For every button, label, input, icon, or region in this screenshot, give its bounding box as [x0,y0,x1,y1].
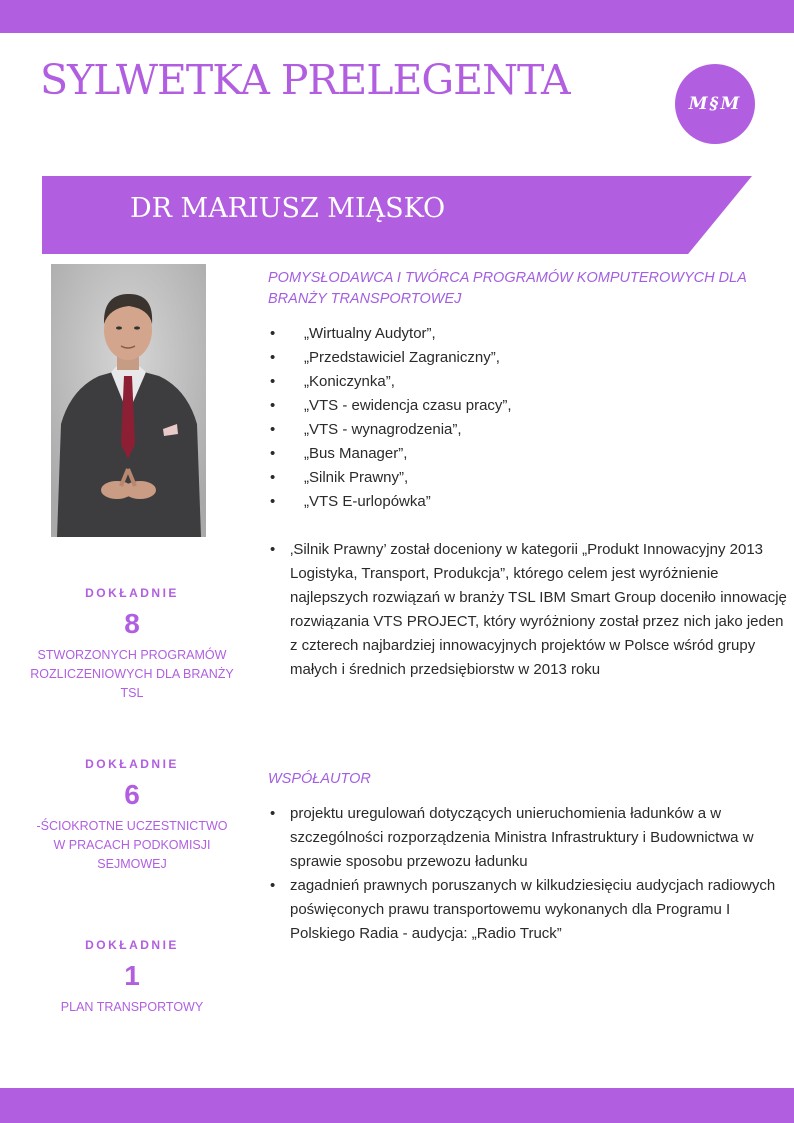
bullet-icon: • [270,541,276,558]
list-item: • „Przedstawiciel Zagraniczny”, [270,346,512,370]
list-item: • projektu uregulowań dotyczących unieruchomienia ładunków a w szczególności rozporządzenia Ministra Infrastruktury i Budownictwa w sprawie sposobu przewozu ładunku [270,802,790,874]
list-item: • „VTS - ewidencja czasu pracy”, [270,394,512,418]
stat-description: PLAN TRANSPORTOWY [60,1000,204,1014]
stat-number: 1 [124,960,140,991]
list-item: • zagadnień prawnych poruszanych w kilkudziesięciu audycjach radiowych poświęconych prawu transportowemu wykonanych dla Programu I Polskiego Radia - audycja: „Radio Truck” [270,874,790,946]
award-paragraph [270,538,790,682]
stat-number: 6 [124,779,140,810]
list-item: • „VTS E-urlopówka” [270,490,512,514]
stat-sejm [22,757,242,874]
programs-list [270,322,512,514]
stat-label: DOKŁADNIE [85,938,179,952]
coauthor-list [270,802,790,946]
stat-label: DOKŁADNIE [85,586,179,600]
top-accent-bar [0,0,794,33]
list-item: • „VTS - wynagrodzenia”, [270,418,512,442]
list-item: • „Silnik Prawny”, [270,466,512,490]
bottom-accent-bar [0,1088,794,1123]
award-text: ‚Silnik Prawny’ został doceniony w kategorii „Produkt Innowacyjny 2013 Logistyka, Transport, Produkcja”, którego celem jest wyróżnienie najlepszych rozwiązań w branży TSL IBM Smart Group doceniło innowację rozwiązania VTS PROJECT, który wyróżniony został przez nich jako jeden z czterech najbardziej innowacyjnych projektów w Polsce wśród grupy małych i średnich przedsiębiorstw w 2013 roku [290,541,787,678]
coauthor-heading: WSPÓŁAUTOR [268,771,371,787]
speaker-portrait-image [51,264,206,537]
stat-programs [22,586,242,703]
list-item: • „Bus Manager”, [270,442,512,466]
logo: M§M [675,64,755,144]
programs-heading: POMYSŁODAWCA I TWÓRCA PROGRAMÓW KOMPUTEROWYCH DLA BRANŻY TRANSPORTOWEJ [268,270,747,307]
stat-plan [22,938,242,1017]
page-title: SYLWETKA PRELEGENTA [40,56,570,104]
speaker-name: DR MARIUSZ MIĄSKO [130,193,446,224]
stat-description: -ŚCIOKROTNE UCZESTNICTWO W PRACACH PODKOMISJI SEJMOWEJ [36,819,228,871]
speaker-photo [51,264,206,537]
stat-description: STWORZONYCH PROGRAMÓW ROZLICZENIOWYCH DLA BRANŻY TSL [30,648,234,700]
stat-number: 8 [124,608,140,639]
list-item: • „Koniczynka”, [270,370,512,394]
list-item: • „Wirtualny Audytor”, [270,322,512,346]
stat-label: DOKŁADNIE [85,757,179,771]
